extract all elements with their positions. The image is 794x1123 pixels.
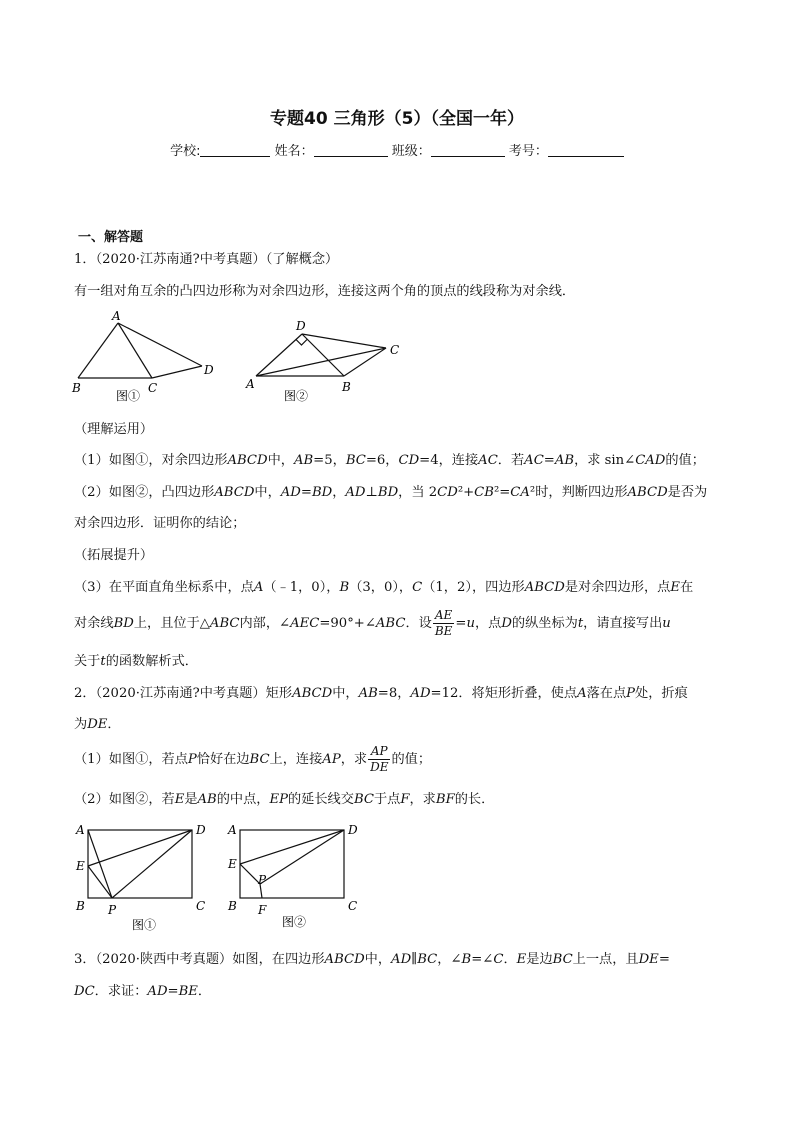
fig1-label-a: A [112, 309, 121, 323]
class-blank[interactable] [431, 144, 505, 157]
section-heading: 一、解答题 [78, 230, 144, 245]
q2f1-caption: 图① [132, 918, 157, 932]
student-info-line [0, 140, 794, 159]
q2f1-label-e: E [76, 859, 85, 873]
number-label: 考号： [508, 144, 548, 159]
q1-heading: 1．（2020·江苏南通?中考真题）（了解概念） [74, 252, 339, 267]
q1-sub-understanding: （理解运用） [74, 422, 154, 437]
class-label: 班级： [391, 144, 431, 159]
q2-part1: （1）如图①，若点P恰好在边BC上，连接AP，求 $\frac{AP}{DE}$ 的值； [74, 744, 432, 774]
q1-fraction-ae-be: $\frac{AE}{BE}$ [434, 608, 453, 638]
q2-part2: （2）如图②，若E是AB的中点，EP的延长线交BC于点F，求BF的长． [74, 792, 495, 807]
q3-heading: 3．（2020·陕西中考真题）如图，在四边形ABCD中，AD∥BC，∠B=∠C．E是边BC上一点，且DE= [74, 952, 670, 967]
q1-part2: （2）如图②，凸四边形ABCD中，AD=BD，AD⊥BD，当 2CD²+CB²=CA²时，判断四边形ABCD是否为 [74, 485, 708, 500]
fig2-label-b: B [342, 380, 351, 394]
fig1-label-d: D [204, 363, 214, 377]
q2f1-label-c: C [196, 899, 206, 913]
q1-figure-1 [60, 308, 230, 404]
q2f1-label-d: D [196, 823, 206, 837]
q3-heading-cont: DC．求证：AD=BE． [74, 984, 212, 999]
q2f2-label-a: A [228, 823, 237, 837]
q2f2-caption: 图② [282, 915, 307, 929]
q2-heading: 2．（2020·江苏南通?中考真题）矩形ABCD中，AB=8，AD=12．将矩形折叠，使点A落在点P处，折痕 [74, 686, 688, 701]
q1-sub-extension: （拓展提升） [74, 548, 154, 563]
q1-part2-cont: 对余四边形．证明你的结论； [74, 516, 246, 531]
number-blank[interactable] [548, 144, 624, 157]
q2f2-label-e: E [228, 857, 237, 871]
fig1-caption: 图① [116, 389, 141, 403]
page-title: 专题40 三角形（5）（全国一年） [270, 109, 524, 129]
q1-figure-2 [240, 314, 410, 404]
q2f1-label-a: A [76, 823, 85, 837]
name-label: 姓名： [274, 144, 314, 159]
q2-fraction-ap-de: $\frac{AP}{DE}$ [370, 744, 389, 774]
q2f2-label-d: D [348, 823, 358, 837]
fig1-label-b: B [72, 381, 81, 395]
school-label: 学校: [170, 144, 201, 159]
q2-heading-cont: 为DE． [74, 717, 121, 732]
q1-part3: （3）在平面直角坐标系中，点A（﹣1，0），B（3，0），C（1，2），四边形ABCD是对余四边形，点E在 [74, 580, 694, 595]
q2f2-label-p: P [258, 873, 267, 887]
q2f2-label-f: F [258, 903, 267, 917]
fig2-label-a: A [246, 377, 255, 391]
fig2-label-d: D [296, 319, 306, 333]
q2f1-label-p: P [108, 903, 117, 917]
q2-figure-1 [70, 818, 220, 936]
fig2-caption: 图② [284, 389, 309, 403]
fig1-label-c: C [148, 381, 158, 395]
name-blank[interactable] [314, 144, 388, 157]
q2f2-label-c: C [348, 899, 358, 913]
fig2-label-c: C [390, 343, 400, 357]
q2f1-label-b: B [76, 899, 85, 913]
q2f2-label-b: B [228, 899, 237, 913]
school-blank[interactable] [200, 144, 270, 157]
q1-definition: 有一组对角互余的凸四边形称为对余四边形，连接这两个角的顶点的线段称为对余线． [74, 284, 576, 299]
q1-part3-cont: 对余线BD上，且位于△ABC内部，∠AEC=90°+∠ABC．设 $\frac{AE}{BE}$ =u，点D的纵坐标为t，请直接写出u [74, 608, 671, 638]
q2-figure-2 [222, 818, 372, 936]
q1-part1: （1）如图①，对余四边形ABCD中，AB=5，BC=6，CD=4，连接AC．若AC=AB，求 sin∠CAD的值； [74, 453, 705, 468]
q1-part3-end: 关于t的函数解析式． [74, 654, 198, 669]
